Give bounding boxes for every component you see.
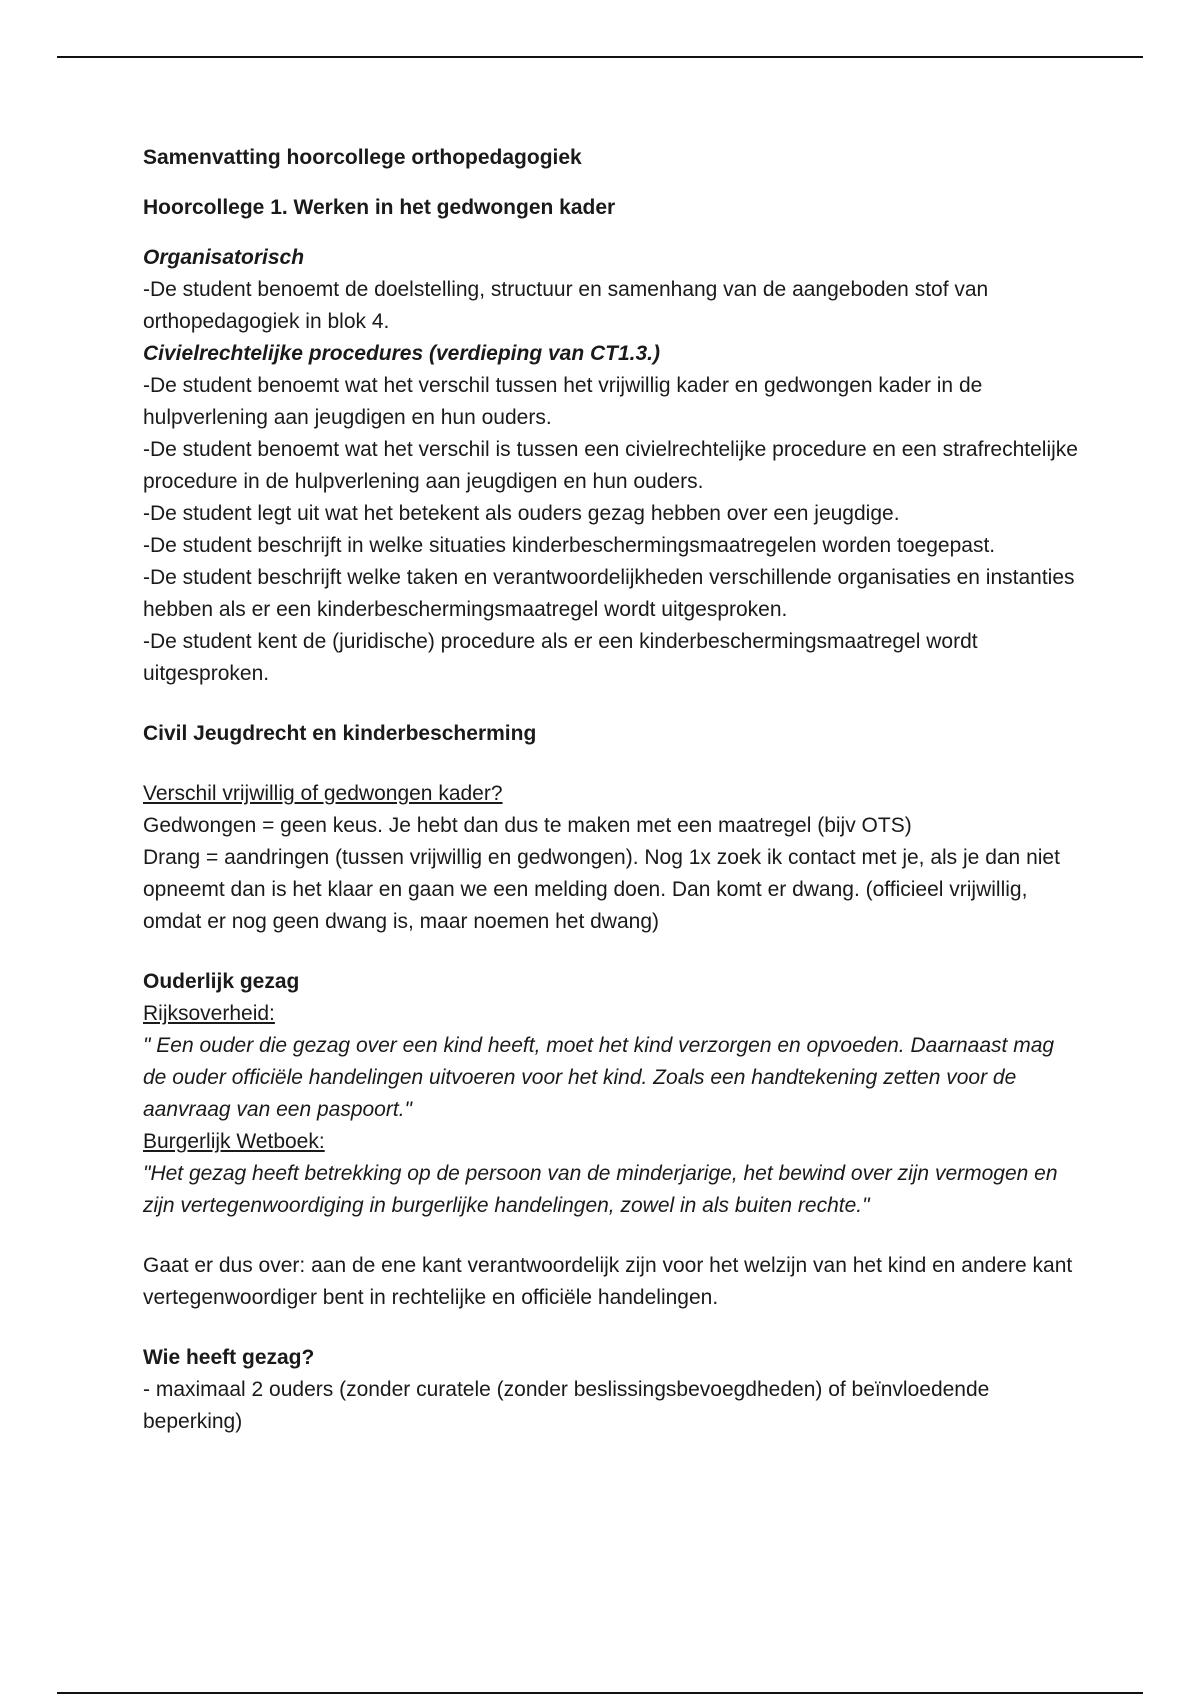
gezag-summary: Gaat er dus over: aan de ene kant verantwoordelijk zijn voor het welzijn van het kind en andere kant vertegenwoordiger bent in rechtelijke en officiële handelingen.: [143, 1254, 1073, 1309]
verschil-line: Drang = aandringen (tussen vrijwillig en gedwongen). Nog 1x zoek ik contact met je, als je dan niet opneemt dan is het klaar en gaan we een melding doen. Dan komt er dwang. (officieel vrijwillig, omdat er nog geen dwang is, maar noemen het dwang): [143, 846, 1060, 933]
verschil-line: Gedwongen = geen keus. Je hebt dan dus te maken met een maatregel (bijv OTS): [143, 814, 912, 837]
objective-item: -De student benoemt wat het verschil tussen het vrijwillig kader en gedwongen kader in de hulpverlening aan jeugdigen en hun ouders.: [143, 374, 983, 429]
quote-burgerlijk-wetboek: "Het gezag heeft betrekking op de persoon van de minderjarige, het bewind over zijn vermogen en zijn vertegenwoordiging in burgerlijke handelingen, zowel in als buiten rechte.": [143, 1162, 1058, 1217]
footer-rule: [57, 1692, 1143, 1694]
source-label-burgerlijk-wetboek: Burgerlijk Wetboek:: [143, 1130, 325, 1153]
organisatorisch-heading: Organisatorisch: [143, 246, 305, 269]
objective-item: -De student benoemt de doelstelling, structuur en samenhang van de aangeboden stof van orthopedagogiek in blok 4.: [143, 278, 989, 333]
source-label-rijksoverheid: Rijksoverheid:: [143, 1002, 275, 1025]
document-body: [143, 142, 1083, 1438]
wie-heeft-gezag-heading: Wie heeft gezag?: [143, 1346, 315, 1369]
header-rule: [57, 56, 1143, 58]
objective-item: -De student kent de (juridische) procedure als er een kinderbeschermingsmaatregel wordt uitgesproken.: [143, 630, 978, 685]
document-title: Samenvatting hoorcollege orthopedagogiek: [143, 146, 582, 169]
objective-item: -De student benoemt wat het verschil is tussen een civielrechtelijke procedure en een strafrechtelijke procedure in de hulpverlening aan jeugdigen en hun ouders.: [143, 438, 1078, 493]
lecture-heading: Hoorcollege 1. Werken in het gedwongen kader: [143, 196, 616, 219]
objective-item: -De student beschrijft in welke situaties kinderbeschermingsmaatregelen worden toegepast.: [143, 534, 996, 557]
objective-item: -De student beschrijft welke taken en verantwoordelijkheden verschillende organisaties en instanties hebben als er een kinderbeschermingsmaatregel wordt uitgesproken.: [143, 566, 1075, 621]
ouderlijk-gezag-heading: Ouderlijk gezag: [143, 970, 300, 993]
civiel-heading: Civielrechtelijke procedures (verdieping van CT1.3.): [143, 342, 661, 365]
objective-item: -De student legt uit wat het betekent als ouders gezag hebben over een jeugdige.: [143, 502, 900, 525]
verschil-heading: Verschil vrijwillig of gedwongen kader?: [143, 782, 503, 805]
section-heading-civil-jeugdrecht: Civil Jeugdrecht en kinderbescherming: [143, 722, 537, 745]
quote-rijksoverheid: " Een ouder die gezag over een kind heeft, moet het kind verzorgen en opvoeden. Daarnaast mag de ouder officiële handelingen uitvoeren voor het kind. Zoals een handtekening zetten voor de aanvraag van een paspoort.": [143, 1034, 1055, 1121]
wie-item: - maximaal 2 ouders (zonder curatele (zonder beslissingsbevoegdheden) of beïnvloedende beperking): [143, 1378, 990, 1433]
